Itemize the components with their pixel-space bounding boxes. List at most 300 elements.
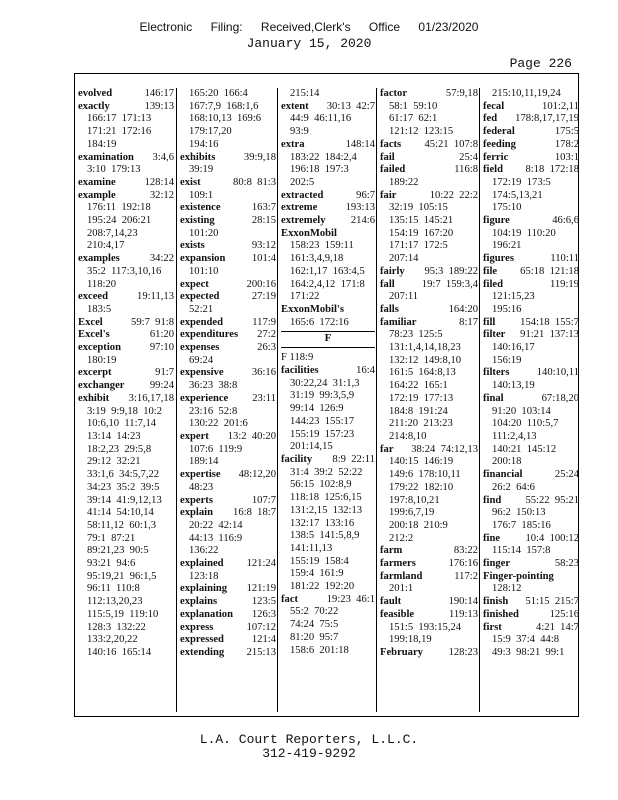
- index-references: 193:13: [345, 202, 375, 214]
- index-entry: [380, 266, 478, 279]
- index-term: examples: [78, 253, 120, 265]
- index-references-continued: 112:13,20,23: [87, 596, 143, 608]
- index-term: feasible: [380, 608, 415, 620]
- index-term: extremely: [281, 215, 326, 227]
- index-references: 27:19: [251, 291, 276, 303]
- index-entry: [483, 152, 579, 165]
- index-references: 215:13: [246, 646, 276, 658]
- index-entry: [483, 367, 579, 380]
- index-references-continued: 13:14 14:23: [87, 430, 141, 442]
- index-references-continued: 168:10,13 169:6: [189, 113, 262, 125]
- index-entry: [78, 88, 174, 101]
- index-entry: [180, 202, 276, 215]
- index-entry: [483, 571, 579, 584]
- index-references-continued: 154:19 167:20: [389, 227, 454, 239]
- index-entry: [180, 152, 276, 165]
- index-entry: [380, 317, 478, 330]
- index-term: explanation: [180, 608, 233, 620]
- index-references-continued: 172:19 173:5: [492, 176, 551, 188]
- index-references-continued: 26:2 64:6: [492, 481, 535, 493]
- index-references-continued: 3:10 179:13: [87, 164, 141, 176]
- index-references-continued: 207:11: [389, 291, 419, 303]
- index-references-continued: 69:24: [189, 354, 214, 366]
- index-references-continued: 18:2,23 29:5,8: [87, 443, 152, 455]
- index-references-continued: 133:2,20,22: [87, 634, 138, 646]
- section-letter-heading: F: [281, 331, 375, 348]
- index-references-continued: 149:6 178:10,11: [389, 469, 461, 481]
- filing-stamp-office: Office: [368, 20, 401, 34]
- index-term: extracted: [281, 189, 324, 201]
- index-entry: [483, 596, 579, 609]
- index-entry: [78, 393, 174, 406]
- index-entry: [180, 367, 276, 380]
- index-references-continued: 215:10,11,19,24: [492, 88, 561, 99]
- index-references: 117:9: [252, 316, 276, 328]
- filing-stamp-received: Received,Clerk's: [260, 20, 351, 34]
- index-references: 121:19: [246, 583, 276, 595]
- index-references-continued: 151:5 193:15,24: [389, 621, 462, 633]
- index-entry: [483, 139, 579, 152]
- index-references: 51:15 215:7: [525, 596, 579, 608]
- index-term: example: [78, 189, 116, 201]
- index-references: 58:23: [554, 558, 579, 570]
- index-references-continued: 161:3,4,9,18: [290, 253, 344, 265]
- index-references: 190:14: [448, 596, 478, 608]
- index-term: fact: [281, 593, 299, 605]
- index-references-continued: 56:15 102:8,9: [290, 479, 352, 491]
- index-term: federal: [483, 126, 515, 138]
- index-references-continued: 78:23 125:5: [389, 329, 443, 341]
- index-column-3: [277, 88, 377, 712]
- index-term: field: [483, 164, 504, 176]
- index-references-continued: 175:10: [492, 202, 522, 214]
- index-term: ExxonMobil: [281, 227, 337, 239]
- index-term: exhibit: [78, 392, 110, 404]
- index-references-continued: 195:16: [492, 303, 522, 315]
- index-entry: [483, 266, 579, 279]
- index-references: 46:6,6: [552, 215, 579, 227]
- index-references: 146:17: [144, 88, 174, 99]
- index-term: exist: [180, 176, 201, 188]
- index-entry: [180, 647, 276, 660]
- index-term: exists: [180, 240, 205, 252]
- index-entry: [78, 317, 174, 330]
- index-entry: [180, 342, 276, 355]
- index-references: 116:8: [454, 164, 478, 176]
- index-references-continued: 36:23 38:8: [189, 380, 238, 392]
- deposition-date: January 15, 2020: [246, 36, 372, 51]
- index-entry: [78, 101, 174, 114]
- index-references: 175:5: [554, 126, 579, 138]
- index-column-2: [176, 88, 278, 712]
- index-term: expenses: [180, 342, 220, 354]
- index-term: explaining: [180, 583, 228, 595]
- index-references: 30:13 42:7: [326, 100, 375, 112]
- index-references: 96:7: [356, 189, 375, 201]
- index-references: 148:14: [345, 138, 375, 150]
- index-references-continued: 165:20 166:4: [189, 88, 248, 99]
- index-term: figures: [483, 253, 514, 265]
- index-references-continued: 176:7 185:16: [492, 519, 551, 531]
- word-index-frame: [74, 73, 579, 717]
- index-term: facts: [380, 138, 402, 150]
- index-references: 128:14: [144, 176, 174, 188]
- index-references-continued: 155:19 158:4: [290, 555, 349, 567]
- index-references: 59:7 91:8: [131, 316, 174, 328]
- index-references-continued: 140:13,19: [492, 380, 535, 392]
- index-entry: [78, 152, 174, 165]
- index-references: 95:3 189:22: [424, 265, 478, 277]
- index-references-continued: 131:1,4,14,18,23: [389, 342, 461, 354]
- index-references: 93:12: [251, 240, 276, 252]
- index-references-continued: 39:14 41:9,12,13: [87, 494, 162, 506]
- index-references-continued: 196:21: [492, 240, 522, 252]
- index-entry: [380, 152, 478, 165]
- index-references-continued: 49:3 98:21 99:1: [492, 646, 565, 658]
- index-references-continued: 30:22,24 31:1,3: [290, 377, 360, 389]
- index-references: 121:24: [246, 558, 276, 570]
- index-references-continued: 171:21 172:16: [87, 126, 152, 138]
- index-references-continued: 183:5: [87, 303, 112, 315]
- index-references-continued: 189:22: [389, 176, 419, 188]
- index-references-continued: 96:11 110:8: [87, 583, 140, 595]
- index-term: fair: [380, 189, 397, 201]
- index-entry: [180, 622, 276, 635]
- index-entry: [180, 215, 276, 228]
- index-term: final: [483, 392, 504, 404]
- index-references-continued: 164:22 165:1: [389, 380, 448, 392]
- index-references-continued: 91:20 103:14: [492, 405, 551, 417]
- index-term: filters: [483, 367, 510, 379]
- index-column-4: [376, 88, 480, 712]
- index-references: 32:12: [149, 189, 174, 201]
- index-term: fine: [483, 532, 501, 544]
- index-term: figure: [483, 215, 510, 227]
- index-references: 8:17: [459, 316, 478, 328]
- index-references-continued: 200:18 210:9: [389, 519, 448, 531]
- index-references-continued: 23:16 52:8: [189, 405, 238, 417]
- index-references: 107:7: [251, 494, 276, 506]
- index-references-continued: 10:6,10 11:7,14: [87, 418, 157, 430]
- index-references-continued: 162:1,17 163:4,5: [290, 265, 365, 277]
- index-term: expertise: [180, 469, 221, 481]
- index-entry: [483, 393, 579, 406]
- index-term: expert: [180, 430, 209, 442]
- index-references-continued: 79:1 87:21: [87, 532, 136, 544]
- index-references: 117:2: [454, 570, 478, 582]
- index-entry: [281, 215, 375, 228]
- index-term: falls: [380, 303, 399, 315]
- index-references-continued: 156:19: [492, 354, 522, 366]
- index-entry: [483, 279, 579, 292]
- index-term: fecal: [483, 100, 505, 112]
- index-references-continued: 199:18,19: [389, 634, 432, 646]
- index-term: exception: [78, 342, 121, 354]
- index-term: ExxonMobil's: [281, 303, 344, 315]
- index-references: 16:4: [356, 365, 375, 377]
- index-term: explains: [180, 596, 218, 608]
- index-entry: [380, 279, 478, 292]
- index-references-continued: 104:20 110:5,7: [492, 418, 559, 430]
- index-column-5: [479, 88, 581, 712]
- index-entry: [180, 609, 276, 622]
- index-references-continued: 179:17,20: [189, 126, 232, 138]
- index-entry: [380, 444, 478, 457]
- index-references-continued: 140:21 145:12: [492, 443, 557, 455]
- index-references: 97:10: [149, 342, 174, 354]
- index-entry: [483, 215, 579, 228]
- index-term: extra: [281, 138, 305, 150]
- index-references-continued: 155:19 157:23: [290, 428, 355, 440]
- index-term: farmers: [380, 558, 416, 570]
- index-term: excerpt: [78, 367, 112, 379]
- index-references: 3:4,6: [152, 151, 174, 163]
- index-entry: [180, 317, 276, 330]
- index-entry: [380, 190, 478, 203]
- index-references-continued: 104:19 110:20: [492, 227, 556, 239]
- index-entry: [380, 647, 478, 660]
- index-references: 99:24: [149, 380, 174, 392]
- index-references: 126:3: [251, 608, 276, 620]
- index-references-continued: 3:19 9:9,18 10:2: [87, 405, 163, 417]
- index-references: 119:13: [448, 608, 478, 620]
- index-term: examination: [78, 151, 134, 163]
- index-entry: [180, 253, 276, 266]
- index-references: 163:7: [251, 202, 276, 214]
- index-references-continued: 128:3 132:22: [87, 621, 146, 633]
- index-references-continued: 132:12 149:8,10: [389, 354, 462, 366]
- index-term: explain: [180, 507, 213, 519]
- index-entry: [180, 177, 276, 190]
- index-references: 38:24 74:12,13: [411, 443, 478, 455]
- index-entry: [281, 365, 375, 378]
- index-references-continued: 161:5 164:8,13: [389, 367, 456, 379]
- index-references-continued: 44:9 46:11,16: [290, 113, 352, 125]
- index-references-continued: 115:14 157:8: [492, 545, 551, 557]
- index-term: February: [380, 646, 423, 658]
- index-references-continued: 35:2 117:3,10,16: [87, 265, 162, 277]
- index-references-continued: 181:22 192:20: [290, 581, 355, 593]
- index-entry: [180, 279, 276, 292]
- index-references: 36:16: [251, 367, 276, 379]
- index-references-continued: 144:23 155:17: [290, 415, 355, 427]
- index-entry: [380, 558, 478, 571]
- index-references-continued: 41:14 54:10,14: [87, 507, 154, 519]
- index-entry: [281, 228, 375, 241]
- index-term: fill: [483, 316, 496, 328]
- index-entry: [483, 533, 579, 546]
- index-references-continued: 131:2,15 132:13: [290, 504, 363, 516]
- index-term: exchanger: [78, 380, 125, 392]
- index-term: find: [483, 494, 502, 506]
- index-references: 57:9,18: [445, 88, 478, 99]
- index-term: expansion: [180, 253, 226, 265]
- index-references: 110:11: [550, 253, 579, 265]
- index-entry: [180, 634, 276, 647]
- index-references: 10:22 22:2: [429, 189, 478, 201]
- filing-stamp-electronic: Electronic: [139, 20, 193, 34]
- index-term: familiar: [380, 316, 417, 328]
- index-references: 91:7: [155, 367, 174, 379]
- index-entry: [281, 304, 375, 317]
- index-references-continued: 208:7,14,23: [87, 227, 138, 239]
- index-references: 23:11: [252, 392, 276, 404]
- index-references-continued: 199:6,7,19: [389, 507, 435, 519]
- index-term: examine: [78, 176, 116, 188]
- index-entry: [380, 304, 478, 317]
- index-term: farmland: [380, 570, 423, 582]
- index-references: 178:2: [554, 138, 579, 150]
- index-entry: [180, 596, 276, 609]
- index-entry: [180, 393, 276, 406]
- index-entry: [483, 329, 579, 342]
- index-references-continued: 20:22 42:14: [189, 519, 243, 531]
- index-entry: [180, 291, 276, 304]
- index-references-continued: 165:6 172:16: [290, 316, 349, 328]
- index-term: fairly: [380, 265, 405, 277]
- index-term: Excel: [78, 316, 103, 328]
- index-entry: [180, 558, 276, 571]
- index-entry: [78, 329, 174, 342]
- index-term: expensive: [180, 367, 224, 379]
- index-term: finish: [483, 596, 509, 608]
- index-references-continued: 158:6 201:18: [290, 644, 349, 656]
- index-references: 61:20: [149, 329, 174, 341]
- index-term: file: [483, 265, 498, 277]
- index-references-continued: 201:14,15: [290, 441, 333, 453]
- index-references-continued: 180:19: [87, 354, 117, 366]
- index-entry: [78, 342, 174, 355]
- index-references-continued: 39:19: [189, 164, 214, 176]
- index-term: fall: [380, 278, 395, 290]
- index-references-continued: 33:1,6 34:5,7,22: [87, 469, 160, 481]
- index-entry: [483, 164, 579, 177]
- index-references: 119:19: [549, 278, 579, 290]
- index-references-continued: 107:6 119:9: [189, 443, 243, 455]
- index-entry: [380, 545, 478, 558]
- index-references: 128:23: [448, 646, 478, 658]
- index-references-continued: 15:9 37:4 44:8: [492, 634, 560, 646]
- index-term: existing: [180, 215, 215, 227]
- index-references-continued: 121:15,23: [492, 291, 535, 303]
- index-references-continued: 167:7,9 168:1,6: [189, 100, 259, 112]
- index-references-continued: 207:14: [389, 253, 419, 265]
- index-references: 91:21 137:13: [520, 329, 579, 341]
- index-entry: [180, 240, 276, 253]
- index-references-continued: 183:22 184:2,4: [290, 151, 357, 163]
- index-references: 176:16: [448, 558, 478, 570]
- index-references-continued: 52:21: [189, 303, 214, 315]
- index-term: expected: [180, 291, 220, 303]
- index-entry: [281, 190, 375, 203]
- index-references: 139:13: [144, 100, 174, 112]
- index-references: 10:4 100:12: [525, 532, 579, 544]
- index-references-continued: 93:21 94:6: [87, 558, 136, 570]
- index-references-continued: 115:5,19 119:10: [87, 608, 159, 620]
- index-entry: [180, 583, 276, 596]
- index-references-continued: 174:5,13,21: [492, 189, 543, 201]
- index-entry: [380, 139, 478, 152]
- index-references-continued: 179:22 182:10: [389, 481, 454, 493]
- index-references-continued: 140:15 146:19: [389, 456, 454, 468]
- index-references-continued: 171:17 172:5: [389, 240, 448, 252]
- index-references-continued: 158:23 159:11: [290, 240, 354, 252]
- index-term: fail: [380, 151, 395, 163]
- index-references-continued: 81:20 95:7: [290, 631, 339, 643]
- filing-stamp-filing: Filing:: [210, 20, 243, 34]
- index-references: 19:7 159:3,4: [421, 278, 478, 290]
- index-references: 3:16,17,18: [128, 392, 174, 404]
- index-term: expenditures: [180, 329, 239, 341]
- index-references: 164:20: [448, 303, 478, 315]
- filing-stamp: [0, 20, 618, 34]
- index-references: 140:10,11: [536, 367, 579, 379]
- court-reporter-phone: 312-419-9292: [262, 746, 356, 761]
- index-references-continued: 194:16: [189, 138, 219, 150]
- index-entry: [180, 469, 276, 482]
- index-references-continued: 32:19 105:15: [389, 202, 448, 214]
- index-term: evolved: [78, 88, 113, 99]
- index-term: express: [180, 621, 214, 633]
- index-references-continued: 128:12: [492, 583, 522, 595]
- index-entry: [483, 558, 579, 571]
- index-entry: [380, 88, 478, 101]
- index-term: expended: [180, 316, 223, 328]
- index-term: Finger-pointing: [483, 570, 554, 582]
- index-entry: [78, 380, 174, 393]
- index-references-continued: 215:14: [290, 88, 320, 99]
- index-references-continued: 196:18 197:3: [290, 164, 349, 176]
- index-references-continued: 74:24 75:5: [290, 619, 339, 631]
- index-references: 19:11,13: [137, 291, 174, 303]
- index-references: 26:3: [257, 342, 276, 354]
- index-entry: [380, 164, 478, 177]
- index-term: facilities: [281, 365, 319, 377]
- index-term: extending: [180, 646, 225, 658]
- index-references-continued: 159:4 161:9: [290, 568, 344, 580]
- index-references: 178:8,17,17,19: [515, 113, 579, 125]
- index-entry: [483, 101, 579, 114]
- index-references: 123:5: [251, 596, 276, 608]
- index-entry: [180, 329, 276, 342]
- index-term: filter: [483, 329, 506, 341]
- index-term: far: [380, 443, 394, 455]
- index-references-continued: 109:1: [189, 189, 214, 201]
- index-references: 4:21 14:7: [536, 621, 579, 633]
- index-references-continued: 31:19 99:3,5,9: [290, 390, 355, 402]
- index-references: 83:22: [453, 545, 478, 557]
- index-references-continued: 166:17 171:13: [87, 113, 152, 125]
- index-references: 39:9,18: [243, 151, 276, 163]
- index-entry: [281, 101, 375, 114]
- index-references: 19:23 46:1: [326, 593, 375, 605]
- index-references: 25:4: [459, 151, 478, 163]
- index-entry: [483, 113, 579, 126]
- index-term: farm: [380, 545, 403, 557]
- index-references-continued: 118:20: [87, 278, 117, 290]
- index-references-continued: 44:13 116:9: [189, 532, 243, 544]
- index-references-continued: 29:12 32:21: [87, 456, 141, 468]
- index-references-continued: 55:2 70:22: [290, 606, 339, 618]
- index-references: 65:18 121:18: [520, 265, 579, 277]
- index-term: finger: [483, 558, 511, 570]
- index-references: 121:4: [251, 634, 276, 646]
- index-entry: [78, 291, 174, 304]
- index-term: exactly: [78, 100, 110, 112]
- page-number: Page 226: [509, 56, 572, 71]
- index-term: exhibits: [180, 151, 216, 163]
- index-references: 28:15: [251, 215, 276, 227]
